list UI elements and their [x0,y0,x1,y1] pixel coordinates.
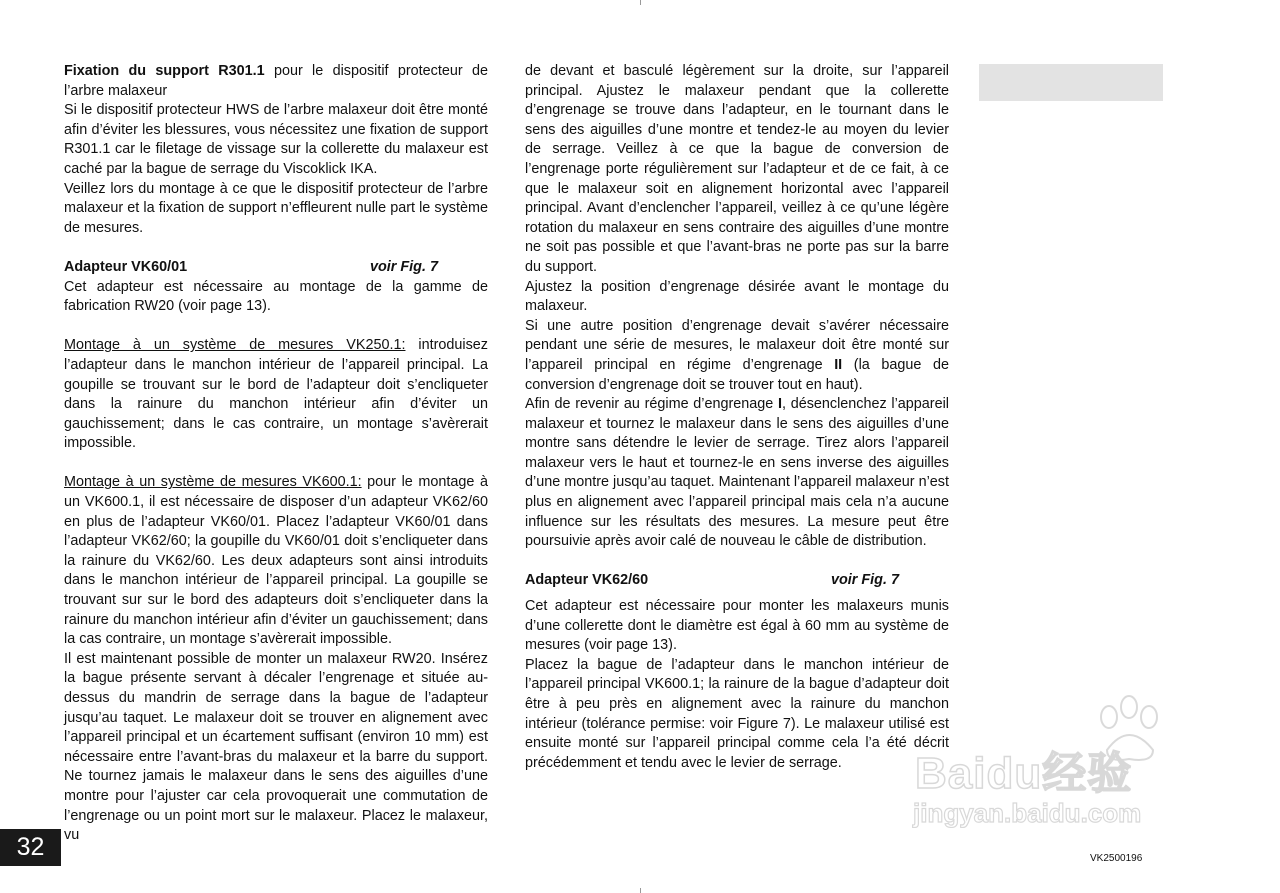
gear-regime-ii: II [834,356,843,373]
vk6001-figure-ref: voir Fig. 7 [370,258,438,275]
document-code: VK2500196 [1090,853,1143,864]
fixation-paragraph [64,62,488,101]
baidu-watermark [905,695,1205,840]
rw20-paragraph: Il est maintenant possible de monter un malaxeur RW20. Insérez la bague présente servant à décaler l’engrenage et située au-dessus du mandrin de serrage dans la bague de l’adapteur jusqu’au taquet. Le malaxeur doit se trouver en alignement avec l’appareil principal et un écartement suffisant (environ 10 mm) est nécessaire entre l’avant-bras du malaxeur et la barre du support. Ne tournez jamais le malaxeur dans le sens des aiguilles d’une montre pour l’ajuster car cela provoquerait une commutation de l’engrenage ou un point mort sur le malaxeur. Placez le malaxeur, vu [64,650,488,844]
continuation-p2: Ajustez la position d’engrenage désirée avant le montage du malaxeur. [525,278,949,315]
vk600-paragraph [64,473,488,649]
p4-text-c: , désenclenchez l’appareil malaxeur et tournez le malaxeur dans le sens des aiguilles d’une montre sans détendre le levier de serrage. Tirez alors l’appareil malaxeur vers le haut et tournez-le en sens inverse des aiguilles d’une montre jusqu’au taquet. Maintenant l’appareil malaxeur n’est plus en alignement avec l’appareil principal mais cela n’a aucune influence sur les résultats des mesures. La mesure peut être poursuivie après avoir calé de nouveau le câble de distribution. [525,396,949,550]
crop-mark-bottom [640,888,641,893]
vk250-paragraph [64,336,488,454]
p3-text-c: (la bague de conversion d’engrenage doit se trouver tout en haut). [525,356,949,393]
fixation-p1: Si le dispositif protecteur HWS de l’arbre malaxeur doit être monté afin d’éviter les blessures, vous nécessitez une fixation de support R301.1 car le filetage de vissage sur la collerette du malaxeur est caché par la bague de serrage du Viscoklick IKA. [64,102,488,177]
vk250-heading: Montage à un système de mesures VK250.1: [64,337,406,354]
left-column [64,62,488,846]
vk6260-figure-ref: voir Fig. 7 [831,572,899,589]
watermark-url: jingyan.baidu.com [913,798,1142,828]
fixation-heading-rest: pour le dispositif protecteur de l’arbre malaxeur [64,63,488,99]
vk6001-heading-row [64,258,488,278]
vk6260-heading: Adapteur VK62/60 [525,572,649,589]
vk6001-heading: Adapteur VK60/01 [64,258,188,275]
vk6260-p1: Cet adapteur est nécessaire pour monter les malaxeurs munis d’une collerette dont le diamètre est égal à 60 mm au système de mesures (voir page 13). [525,598,949,654]
crop-mark-top [640,0,641,5]
vk250-text: introduisez l’adapteur dans le manchon intérieur de l’appareil principal. La goupille se trouvant sur le bord de l’adapteur doit s’encliqueter dans la rainure du manchon intérieur afin d’éviter un gauchissement; dans le cas contraire, un montage s’avèrerait impossible. [64,337,488,452]
vk600-heading: Montage à un système de mesures VK600.1: [64,474,362,491]
vk6001-text: Cet adapteur est nécessaire au montage de la gamme de fabrication RW20 (voir page 13). [64,278,488,315]
vk600-text: pour le montage à un VK600.1, il est nécessaire de disposer d’un adapteur VK62/60 en plus de l’adapteur VK60/01. Placez l’adapteur VK60/01 dans l’adapteur VK62/60; la goupille du VK60/01 doit s’encliqueter dans la rainure du VK62/60. Les deux adapteurs sont ainsi introduits dans le manchon intérieur de l’appareil principal. La goupille se trouvant sur sur le bord des adapteurs doit s’encliqueter dans la rainure du manchon intérieur afin d’éviter un gauchissement; dans la cas contraire, un montage s’avèrerait impossible. [64,474,488,648]
page-number: 32 [0,829,61,866]
gear-regime-i: I [778,396,782,413]
vk6260-p2: Placez la bague de l’adapteur dans le manchon intérieur de l’appareil principal VK600.1; la rainure de la bague d’adapteur doit être à peu près en alignement avec la rainure du manchon intérieur (tolérance permise: voir Figure 7). Le malaxeur utilisé est ensuite monté sur l’appareil principal comme cela l’a été décrit précédemment et tendu avec le levier de serrage. [525,656,949,771]
p4-text-a: Afin de revenir au régime d’engrenage [525,396,778,413]
right-column [525,62,949,773]
continuation-p3 [525,317,949,395]
grey-header-bar [979,64,1163,101]
continuation-p1: de devant et basculé légèrement sur la droite, sur l’appareil principal. Ajustez le malaxeur pendant que la collerette d’engrenage se trouve dans l’adapteur, en le tournant dans le sens des aiguilles d’une montre et tendez-le au moyen du levier de serrage. Veillez à ce que la bague de conversion de l’engrenage porte régulièrement sur l’adapteur et de ce fait, à ce que le malaxeur soit en alignement horizontal avec l’appareil principal. Avant d’enclencher l’appareil, veillez à ce qu’une légère rotation du malaxeur en sens contraire des aiguilles d’une montre ne soit pas possible et que l’avant-bras ne porte pas sur la barre du support. [525,63,949,275]
continuation-p4 [525,395,949,552]
vk6260-heading-row [525,571,949,591]
fixation-p2: Veillez lors du montage à ce que le dispositif protecteur de l’arbre malaxeur et la fixation de support n’effleurent nulle part le système de mesures. [64,180,488,236]
watermark-brand: Baidu经验 [915,749,1133,798]
p3-text-a: Si une autre position d’engrenage devait s’avérer nécessaire pendant une série de mesures, le malaxeur doit être monté sur l’appareil principal en régime d’engrenage [525,317,949,373]
fixation-heading: Fixation du support R301.1 [64,63,265,79]
